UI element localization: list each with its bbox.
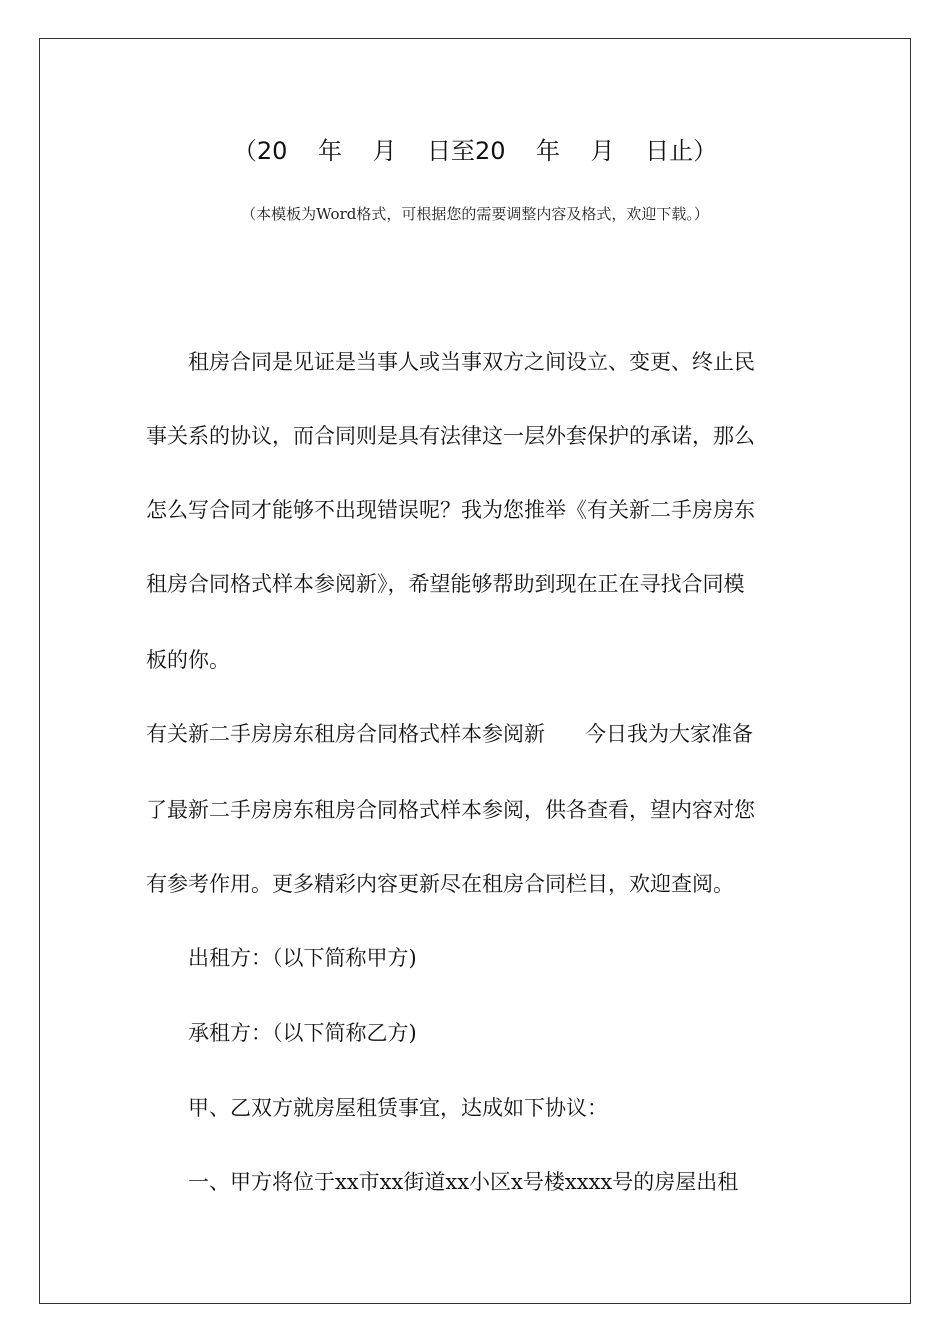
- body-line: 了最新二手房房东租房合同格式样本参阅，供各查看，望内容对您: [146, 798, 755, 822]
- body-line: 甲、乙双方就房屋租赁事宜，达成如下协议：: [188, 1096, 608, 1120]
- body-line: 租房合同格式样本参阅新》，希望能够帮助到现在正在寻找合同模: [146, 572, 745, 596]
- body-line: 一、甲方将位于xx市xx街道xx小区x号楼xxxx号的房屋出租: [188, 1170, 739, 1194]
- body-line: 有参考作用。更多精彩内容更新尽在租房合同栏目，欢迎查阅。: [146, 872, 734, 896]
- body-line: 板的你。: [146, 648, 230, 672]
- date-range-heading: （20 年 月 日至20 年 月 日止）: [232, 137, 718, 165]
- body-line: 有关新二手房房东租房合同格式样本参阅新 今日我为大家准备: [146, 722, 754, 746]
- body-line: 事关系的协议，而合同则是具有法律这一层外套保护的承诺，那么: [146, 424, 755, 448]
- body-line-lessor: 出租方：（以下简称甲方): [188, 946, 417, 970]
- body-line: 怎么写合同才能够不出现错误呢？我为您推举《有关新二手房房东: [146, 498, 755, 522]
- template-note: （本模板为Word格式，可根据您的需要调整内容及格式，欢迎下载。）: [241, 205, 709, 223]
- body-line: 租房合同是见证是当事人或当事双方之间设立、变更、终止民: [188, 350, 755, 374]
- body-line-lessee: 承租方：（以下简称乙方): [188, 1021, 417, 1045]
